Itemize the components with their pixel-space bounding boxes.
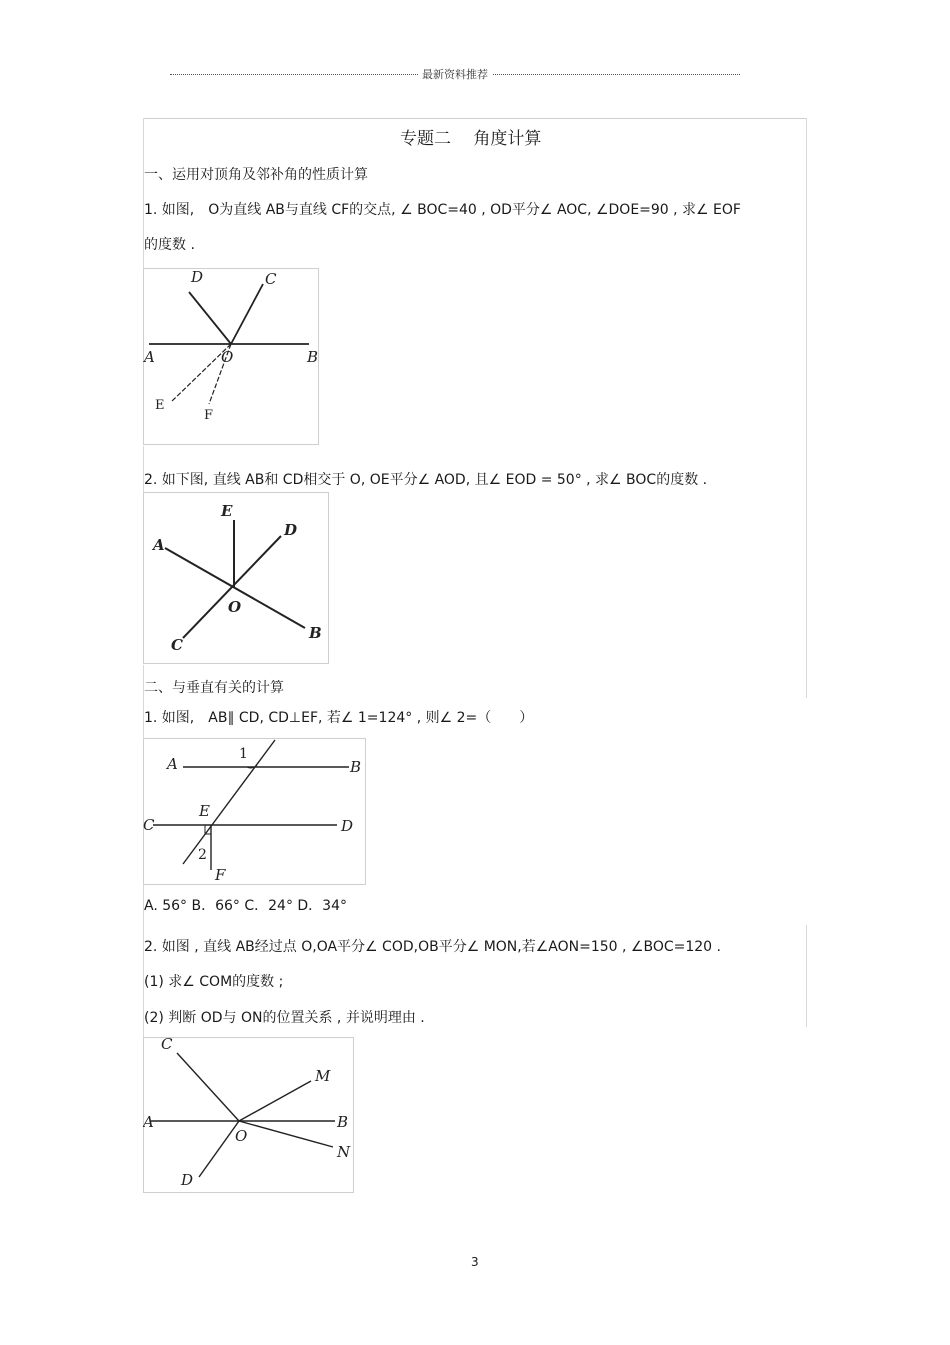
question-2-text: 2. 如下图, 直线 AB和 CD相交于 O, OE平分∠ AOD, 且∠ EOD = 50° , 求∠ BOC的度数 .: [144, 472, 708, 488]
figure-q4-diagram: [143, 1037, 355, 1193]
label-n: N: [337, 1143, 351, 1161]
figure-q3-diagram: [143, 738, 367, 885]
question-3-text: 1. 如图, AB∥ CD, CD⊥EF, 若∠ 1=124° , 则∠ 2=（ ）: [144, 710, 534, 726]
ray-om: [239, 1081, 311, 1121]
section-heading-1: 一、运用对顶角及邻补角的性质计算: [144, 167, 368, 183]
figure-q1: [143, 268, 320, 446]
label-d: D: [284, 521, 298, 539]
question-4-text: 2. 如图 , 直线 AB经过点 O,OA平分∠ COD,OB平分∠ MON,若∠AON=150 , ∠BOC=120 .: [144, 939, 721, 955]
label-f: F: [204, 408, 214, 423]
label-a: A: [153, 536, 165, 554]
question-1-text-cont: 的度数 .: [144, 237, 195, 253]
label-c: C: [143, 816, 155, 834]
label-o: O: [228, 598, 242, 616]
label-1: 1: [239, 746, 248, 762]
page-title: 专题二 角度计算: [400, 129, 542, 149]
page-header: [170, 68, 740, 82]
label-d: D: [191, 268, 204, 286]
label-b: B: [350, 758, 362, 776]
label-d: D: [181, 1171, 194, 1189]
label-o: O: [221, 348, 234, 366]
label-c: C: [171, 636, 183, 654]
label-m: M: [315, 1067, 331, 1085]
label-o: O: [235, 1127, 248, 1145]
ray-od: [199, 1121, 239, 1177]
label-c: C: [265, 270, 277, 288]
label-a: A: [144, 348, 155, 366]
question-1-text: 1. 如图, O为直线 AB与直线 CF的交点, ∠ BOC=40 , OD平分∠ AOC, ∠DOE=90 , 求∠ EOF: [144, 202, 741, 218]
question-4-part-2: (2) 判断 OD与 ON的位置关系 , 并说明理由 .: [144, 1010, 425, 1026]
line-cd: [183, 536, 281, 638]
ray-od: [189, 292, 231, 344]
ray-oc: [231, 284, 263, 344]
figure-q4: [143, 1037, 355, 1193]
label-b: B: [337, 1113, 349, 1131]
frame-right-border: [806, 118, 807, 698]
question-3-options: A. 56° B．66° C．24° D．34°: [144, 898, 347, 914]
label-a: A: [143, 1113, 154, 1131]
label-e: E: [199, 802, 210, 820]
page-number: 3: [471, 1255, 479, 1269]
ray-on: [239, 1121, 333, 1147]
frame-right-border-lower: [806, 925, 807, 1027]
label-a: A: [167, 755, 178, 773]
label-d: D: [341, 817, 354, 835]
figure-q3: [143, 738, 367, 885]
figure-q2: [143, 492, 330, 665]
label-b: B: [309, 624, 322, 642]
label-c: C: [161, 1037, 173, 1053]
frame-top-border: [143, 118, 806, 119]
label-e: E: [155, 398, 165, 413]
header-label: 最新资料推荐: [418, 68, 492, 82]
label-2: 2: [198, 847, 207, 863]
question-4-part-1: (1) 求∠ COM的度数 ;: [144, 974, 284, 990]
transversal-line: [183, 740, 275, 864]
figure-q2-diagram: [143, 492, 330, 665]
section-heading-2: 二、与垂直有关的计算: [144, 680, 284, 696]
label-f: F: [215, 866, 226, 884]
ray-oc: [177, 1053, 239, 1121]
figure-q1-diagram: [143, 268, 320, 446]
label-b: B: [307, 348, 319, 366]
label-e: E: [221, 502, 233, 520]
